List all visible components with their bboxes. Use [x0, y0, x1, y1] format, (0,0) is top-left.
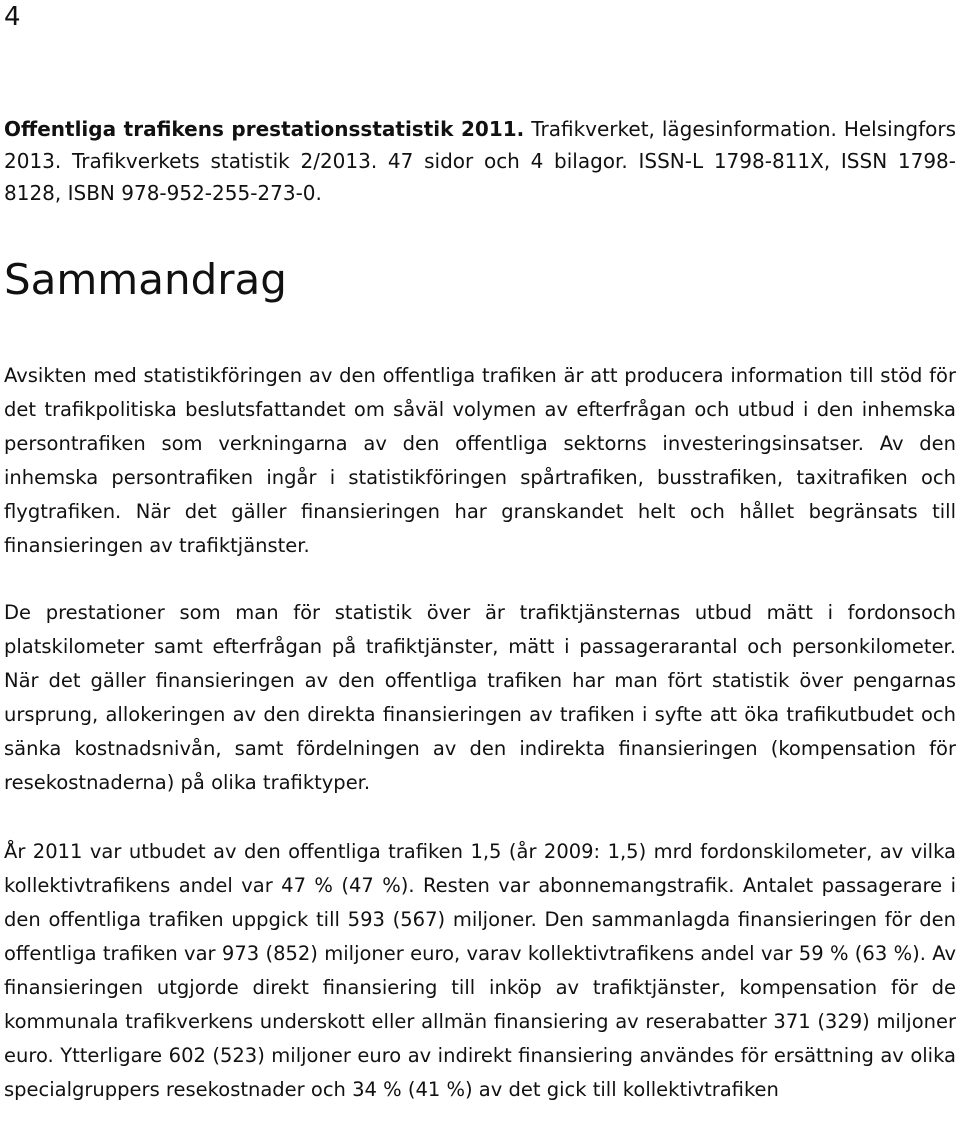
summary-paragraph-1: Avsikten med statistikföringen av den offentliga trafiken är att producera information till stöd för det trafikpolitiska beslutsfattandet om såväl volymen av efterfrågan och utbud i den inhemska persontrafiken som verkningarna av den offentliga sektorns investeringsinsatser. Av den inhemska persontrafiken ingår i statistikföringen spårtrafiken, busstrafiken, taxitrafiken och flygtrafiken. När det gäller finansieringen har granskandet helt och hållet begränsats till finansieringen av trafiktjänster.	[4, 364, 956, 557]
citation	[4, 113, 956, 209]
summary-paragraph-3: År 2011 var utbudet av den offentliga trafiken 1,5 (år 2009: 1,5) mrd fordonskilometer, av vilka kollektivtrafikens andel var 47 % (47 %). Resten var abonnemangstrafik. Antalet passagerare i den offentliga trafiken uppgick till 593 (567) miljoner. Den sammanlagda finansieringen för den offentliga trafiken var 973 (852) miljoner euro, varav kollektivtrafikens andel var 59 % (63 %). Av finansieringen utgjorde direkt finansiering till inköp av trafiktjänster, kompensation för de kommunala trafikverkens underskott eller allmän finansiering av reserabatter 371 (329) miljoner euro. Ytterligare 602 (523) miljoner euro av indirekt finansiering användes för ersättning av olika specialgruppers resekostnader och 34 % (41 %) av det gick till kollektivtrafiken	[4, 840, 956, 1101]
section-heading: Sammandrag	[4, 255, 287, 304]
citation-title: Offentliga trafikens prestationsstatistik 2011.	[4, 117, 525, 141]
summary-paragraph-2: De prestationer som man för statistik över är trafiktjänsternas utbud mätt i fordonsoch platskilometer samt efterfrågan på trafiktjänster, mätt i passagerarantal och personkilometer. När det gäller finansieringen av den offentliga trafiken har man fört statistik över pengarnas ursprung, allokeringen av den direkta finansieringen av trafiken i syfte att öka trafikutbudet och sänka kostnadsnivån, samt fördelningen av den indirekta finansieringen (kompensation för resekostnaderna) på olika trafiktyper.	[4, 601, 956, 794]
citation-details: Trafikverket, lägesinformation. Helsingfors 2013. Trafikverkets statistik 2/2013. 47 sidor och 4 bilagor. ISSN-L 1798-811X, ISSN 1798-8128, ISBN 978-952-255-273-0.	[4, 117, 956, 205]
page-number: 4	[4, 2, 21, 32]
